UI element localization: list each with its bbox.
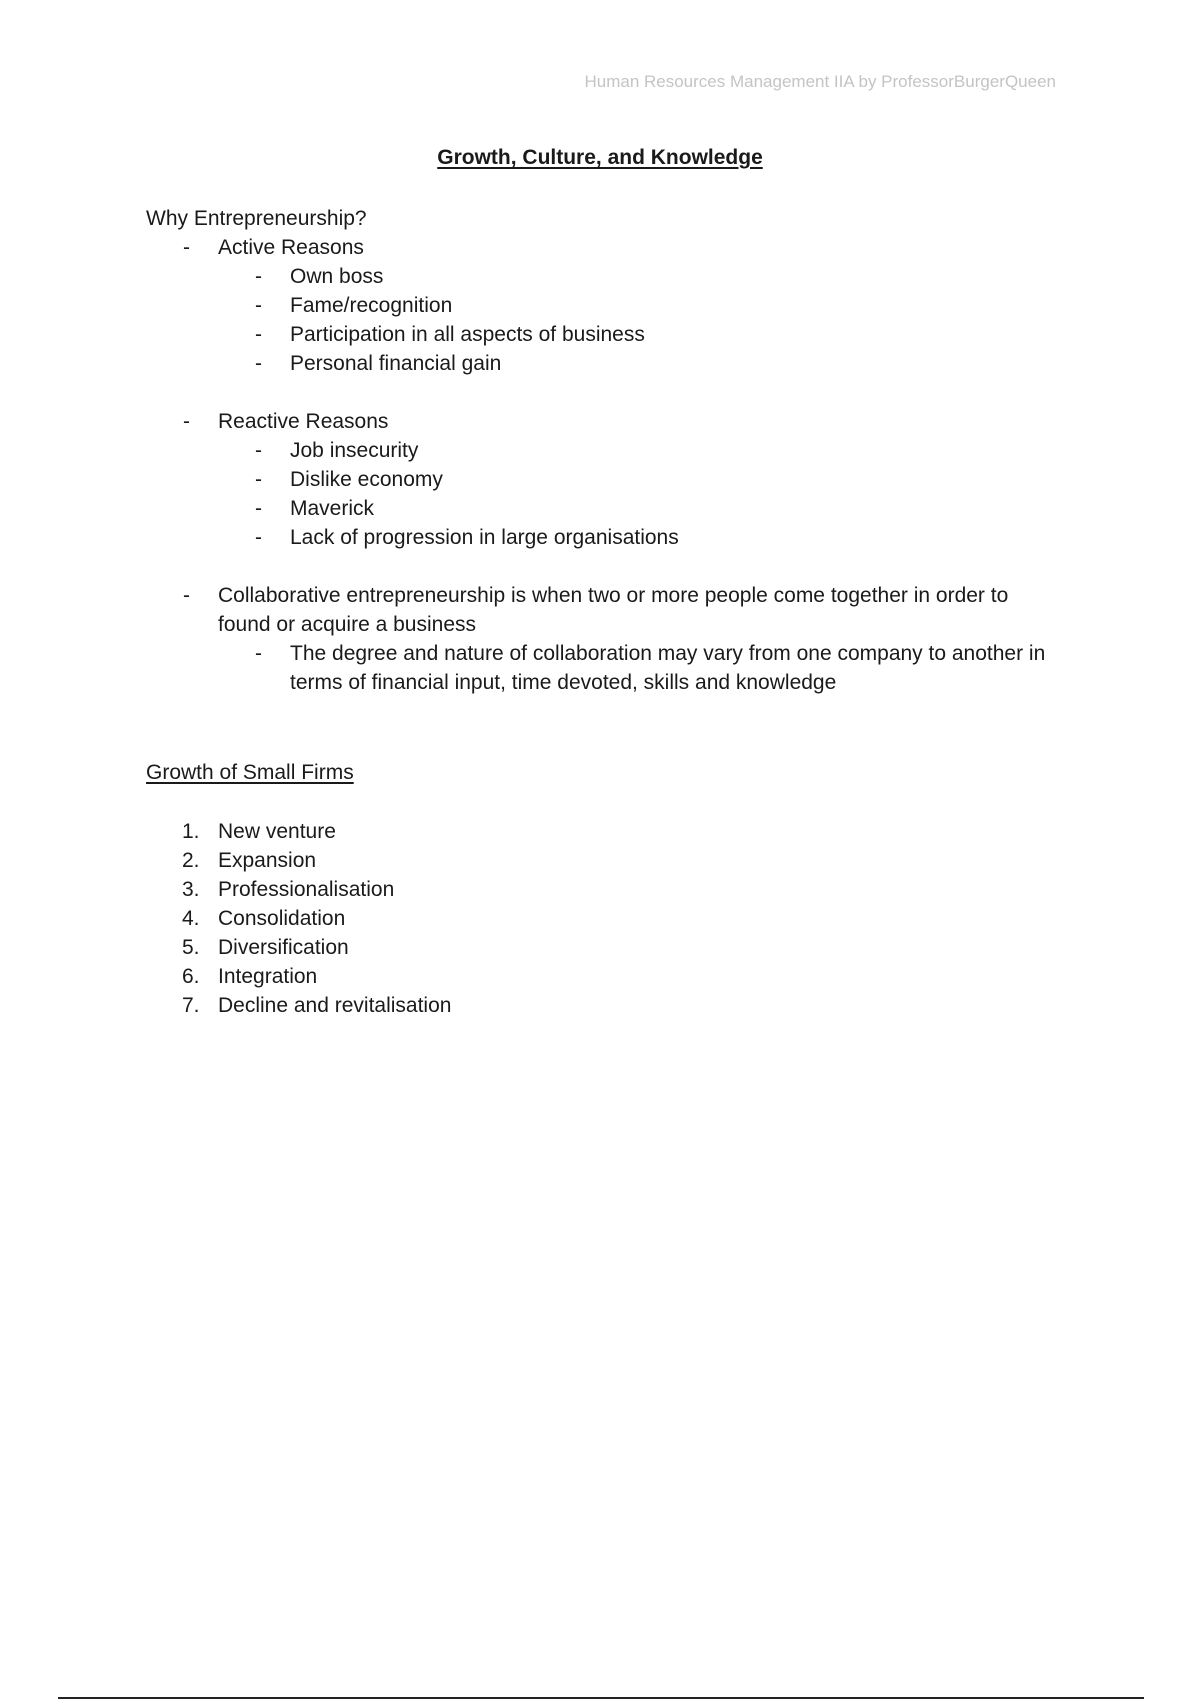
section-heading-growth-of-small-firms: Growth of Small Firms [146,761,354,784]
list-item-label: Reactive Reasons [218,410,389,433]
collaboration-list [218,639,1066,697]
list-item: - Participation in all aspects of business [218,320,1066,349]
list-item: 6. Integration [146,962,1066,991]
bullet-dash: - [255,642,262,665]
document-title: Growth, Culture, and Knowledge [437,146,763,169]
list-number: 1. [182,820,200,843]
list-item: 3. Professionalisation [146,875,1066,904]
list-number: 2. [182,849,200,872]
list-item: 7. Decline and revitalisation [146,991,1066,1020]
list-item: - Maverick [218,494,1066,523]
bullet-dash: - [183,410,190,433]
list-item: 4. Consolidation [146,904,1066,933]
list-item: - Fame/recognition [218,291,1066,320]
list-number: 4. [182,907,200,930]
bullet-dash: - [255,294,262,317]
list-item-reactive-reasons [146,407,1066,552]
active-reasons-list [218,262,1066,378]
list-item: - Dislike economy [218,465,1066,494]
section-heading-why-entrepreneurship: Why Entrepreneurship? [146,207,367,230]
list-number: 6. [182,965,200,988]
bullet-dash: - [255,265,262,288]
list-item-active-reasons [146,233,1066,378]
list-item: - Lack of progression in large organisations [218,523,1066,552]
page-bottom-rule [58,1697,1144,1699]
list-item: 2. Expansion [146,846,1066,875]
list-item-collaborative-entrepreneurship [146,581,1066,697]
list-item: - Personal financial gain [218,349,1066,378]
list-item: - Job insecurity [218,436,1066,465]
growth-stages-list [146,817,1066,1020]
bullet-dash: - [255,439,262,462]
list-item-label: Collaborative entrepreneurship is when two or more people come together in order to found or acquire a business [218,584,1009,636]
list-item: - The degree and nature of collaboration may vary from one company to another in terms of financial input, time devoted, skills and knowledge [218,639,1066,697]
document-body [146,204,1066,1020]
list-item: 1. New venture [146,817,1066,846]
list-number: 5. [182,936,200,959]
bullet-dash: - [255,468,262,491]
bullet-dash: - [255,497,262,520]
list-item: - Own boss [218,262,1066,291]
bullet-dash: - [183,236,190,259]
list-item: 5. Diversification [146,933,1066,962]
bullet-dash: - [255,352,262,375]
bullet-dash: - [255,526,262,549]
reasons-list [146,233,1066,697]
bullet-dash: - [183,584,190,607]
list-number: 7. [182,994,200,1017]
list-number: 3. [182,878,200,901]
reactive-reasons-list [218,436,1066,552]
list-item-label: Active Reasons [218,236,364,259]
bullet-dash: - [255,323,262,346]
page-header: Human Resources Management IIA by ProfessorBurgerQueen [584,72,1056,91]
